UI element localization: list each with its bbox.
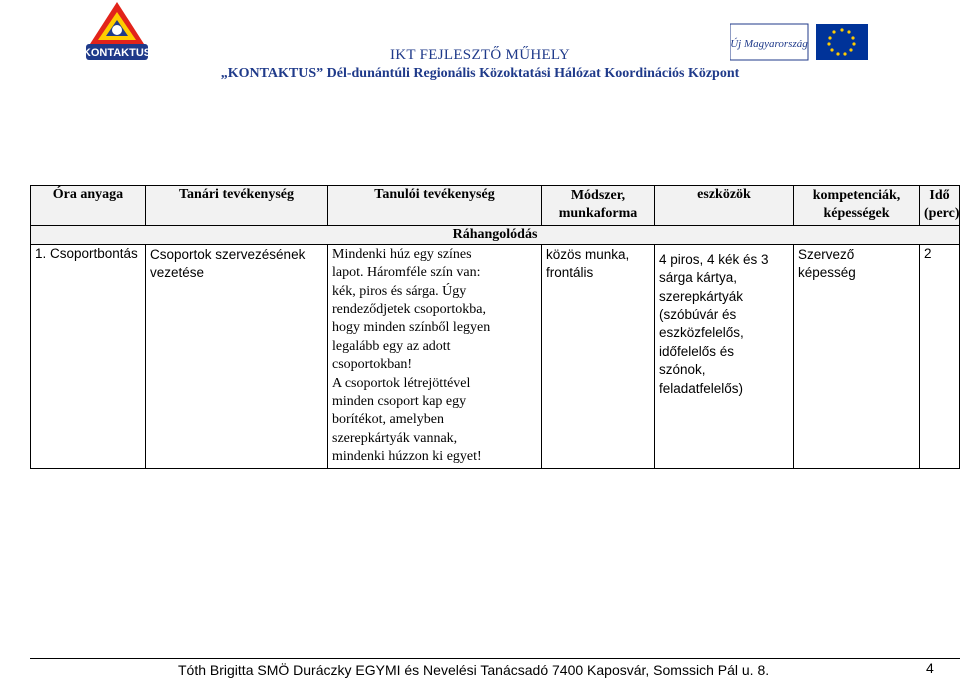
header-subtitle: „KONTAKTUS” Dél-dunántúli Regionális Közoktatási Hálózat Koordinációs Központ [220,66,740,81]
header-time: Idő (perc) [920,186,960,226]
header-teacher-activity: Tanári tevékenység [146,186,328,226]
header-student-activity: Tanulói tevékenység [328,186,542,226]
cell-competencies: Szervező képesség [794,244,920,468]
kontaktus-logo-text: KONTAKTUS [82,47,152,59]
header-topic: Óra anyaga [31,186,146,226]
lesson-plan-table [30,185,960,469]
cell-student-activity: Mindenki húz egy színes lapot. Háromféle szín van: kék, piros és sárga. Úgy rendeződjetek csoportokba, hogy minden színből legyen legalább egy az adott csoportokban! A csoportok létrejöttével minden csoport kap egy borítékot, amelyben szerepkártyák vannak, mindenki húzzon ki egyet! [328,244,542,468]
cell-tools: 4 piros, 4 kék és 3 sárga kártya, szerepkártyák (szóbúvár és eszközfelelős, időfelelős és szónok, feladatfelelős) [655,244,794,468]
cell-time: 2 [920,244,960,468]
uj-magyarorszag-logo-text: Új Magyarország [730,38,808,50]
cell-topic: 1. Csoportbontás [31,244,146,468]
footer-text: Tóth Brigitta SMÖ Duráczky EGYMI és Nevelési Tanácsadó 7400 Kaposvár, Somssich Pál u. 8. [178,662,770,678]
table-header-row [31,186,960,226]
section-row [31,225,960,244]
cell-teacher-activity: Csoportok szervezésének vezetése [146,244,328,468]
header-tools: eszközök [655,186,794,226]
cell-method: közös munka, frontális [542,244,655,468]
header-competencies: kompetenciák, képességek [794,186,920,226]
header-title: IKT FEJLESZTŐ MŰHELY [389,47,571,63]
page-number: 4 [926,660,934,676]
footer-divider [30,658,960,659]
section-title: Ráhangolódás [31,225,960,244]
table-row [31,244,960,468]
header-method: Módszer, munkaforma [542,186,655,226]
